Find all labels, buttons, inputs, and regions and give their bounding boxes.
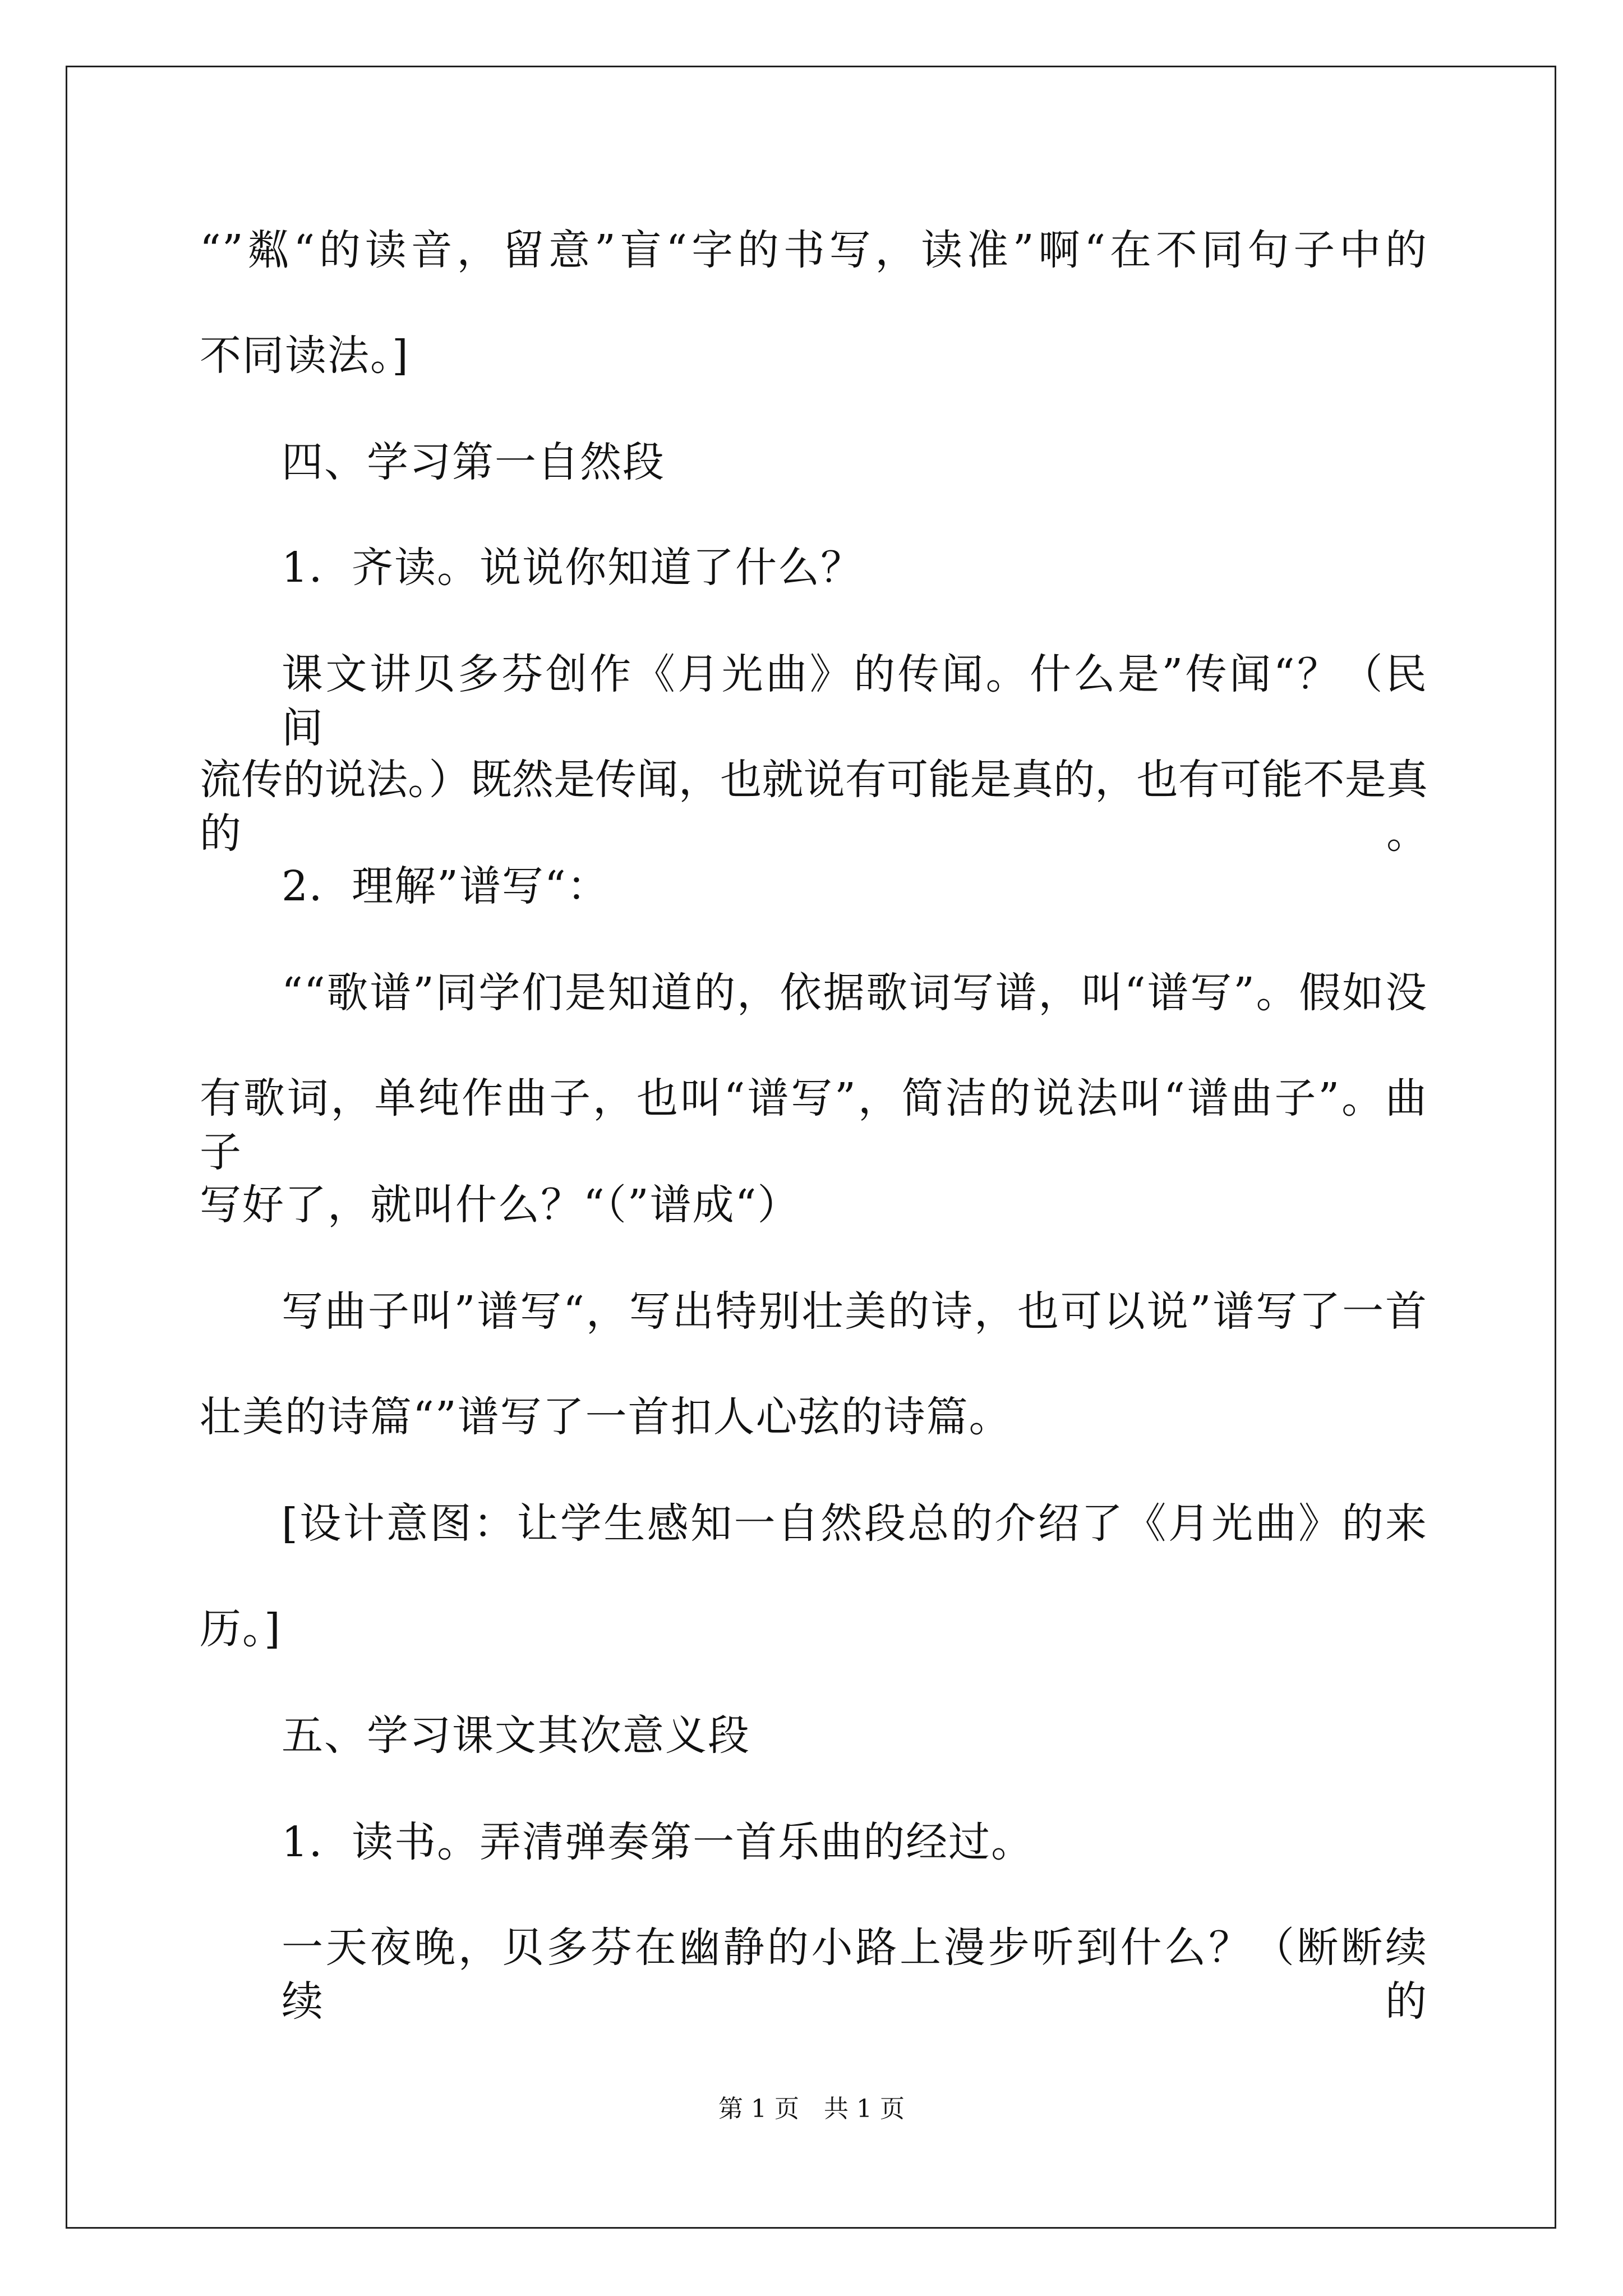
text-line-16: 1．读书。弄清弹奏第一首乐曲的经过。	[282, 1818, 1034, 1866]
page-number-footer: 第 1 页 共 1 页	[718, 2095, 905, 2123]
text-line-11: 写曲子叫”谱写“，写出特别壮美的诗，也可以说”谱写了一首	[282, 1287, 1428, 1336]
text-line-5: 课文讲贝多芬创作《月光曲》的传闻。什么是”传闻“？（民间	[282, 650, 1428, 752]
text-line-14: 历。]	[200, 1605, 282, 1653]
text-line-12: 壮美的诗篇“”谱写了一首扣人心弦的诗篇。	[200, 1393, 1012, 1441]
section-heading-4: 四、学习第一自然段	[282, 438, 665, 486]
text-line-1: “”粼“的读音，留意”盲“字的书写，读准”啊“在不同句子中的	[200, 226, 1428, 274]
text-line-8: ““歌谱”同学们是知道的，依据歌词写谱，叫“谱写”。假如没	[282, 969, 1428, 1017]
text-line-10: 写好了，就叫什么？“（”谱成“）	[200, 1181, 800, 1229]
text-line-9: 有歌词，单纯作曲子，也叫“谱写”，简洁的说法叫“谱曲子”。曲子	[200, 1074, 1428, 1176]
text-line-13: [设计意图：让学生感知一自然段总的介绍了《月光曲》的来	[282, 1499, 1428, 1548]
text-line-2: 不同读法。]	[200, 332, 409, 380]
section-heading-5: 五、学习课文其次意义段	[282, 1711, 750, 1760]
text-line-17: 一天夜晚，贝多芬在幽静的小路上漫步听到什么？（断断续续的	[282, 1924, 1428, 2026]
text-line-7: 2．理解”谱写“：	[282, 862, 610, 910]
text-line-4: 1．齐读。说说你知道了什么？	[282, 544, 864, 592]
text-line-6: 流传的说法。）既然是传闻，也就说有可能是真的，也有可能不是真的。	[200, 756, 1428, 858]
